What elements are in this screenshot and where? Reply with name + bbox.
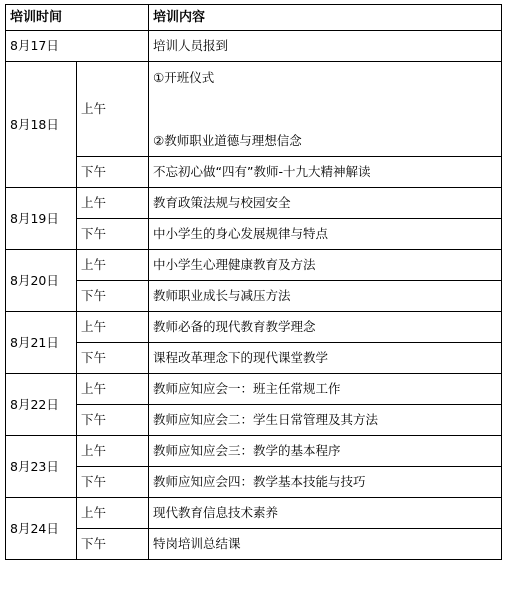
table-row [6,31,502,62]
period-cell: 下午 [77,281,149,312]
header-row [6,5,502,31]
date-cell: 8月18日 [6,62,77,188]
period-cell: 下午 [77,529,149,560]
period-cell: 下午 [77,157,149,188]
period-cell: 上午 [77,436,149,467]
table-row [6,498,502,529]
table-row [6,343,502,374]
period-cell: 下午 [77,405,149,436]
period-cell: 下午 [77,343,149,374]
period-cell: 上午 [77,188,149,219]
training-schedule-table [5,4,502,560]
date-cell: 8月24日 [6,498,77,560]
date-cell: 8月17日 [6,31,149,62]
table-row [6,250,502,281]
period-cell: 上午 [77,498,149,529]
content-cell: 教育政策法规与校园安全 [149,188,502,219]
period-cell: 上午 [77,374,149,405]
table-row [6,312,502,343]
table-row [6,188,502,219]
content-cell: 现代教育信息技术素养 [149,498,502,529]
period-cell: 上午 [77,250,149,281]
table-row [6,467,502,498]
table-row [6,281,502,312]
content-cell: 课程改革理念下的现代课堂教学 [149,343,502,374]
content-cell: 教师必备的现代教育教学理念 [149,312,502,343]
header-content: 培训内容 [149,5,502,31]
date-cell: 8月19日 [6,188,77,250]
table-row [6,405,502,436]
content-cell: 特岗培训总结课 [149,529,502,560]
table-row [6,62,502,157]
content-cell [149,62,502,157]
table-row [6,157,502,188]
table-row [6,529,502,560]
content-cell: 中小学生的身心发展规律与特点 [149,219,502,250]
table-row [6,219,502,250]
content-cell: 教师应知应会四：教学基本技能与技巧 [149,467,502,498]
content-cell: 培训人员报到 [149,31,502,62]
table-row [6,374,502,405]
date-cell: 8月20日 [6,250,77,312]
header-time: 培训时间 [6,5,149,31]
content-cell: 教师应知应会二：学生日常管理及其方法 [149,405,502,436]
period-cell: 下午 [77,467,149,498]
period-cell: 上午 [77,62,149,157]
content-cell: 教师职业成长与减压方法 [149,281,502,312]
period-cell: 下午 [77,219,149,250]
content-cell: 教师应知应会三：教学的基本程序 [149,436,502,467]
period-cell: 上午 [77,312,149,343]
date-cell: 8月23日 [6,436,77,498]
content-cell: 不忘初心做“四有”教师-十九大精神解读 [149,157,502,188]
date-cell: 8月22日 [6,374,77,436]
content-cell: 教师应知应会一：班主任常规工作 [149,374,502,405]
date-cell: 8月21日 [6,312,77,374]
content-cell: 中小学生心理健康教育及方法 [149,250,502,281]
table-row [6,436,502,467]
content-line: ①开班仪式 [153,70,215,85]
content-line: ②教师职业道德与理想信念 [153,133,302,148]
